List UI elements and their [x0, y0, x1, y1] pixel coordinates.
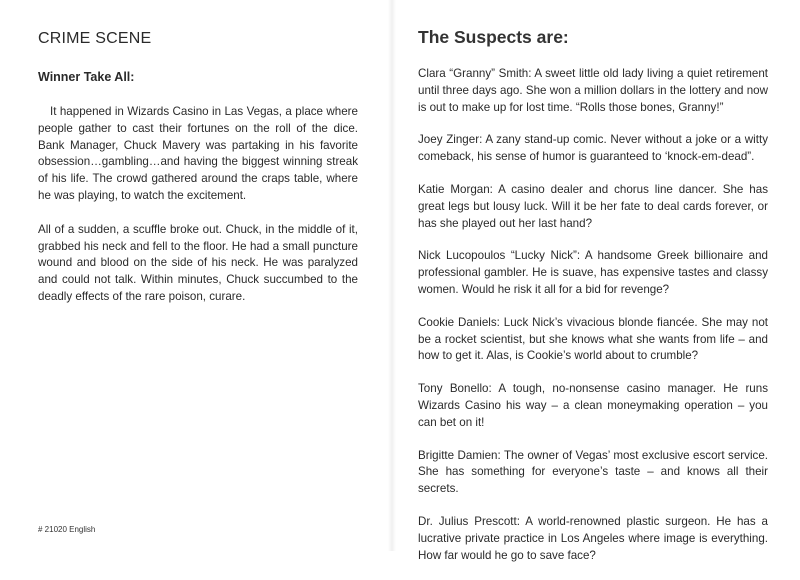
crime-scene-column [38, 30, 358, 306]
suspect-entry: Clara “Granny” Smith: A sweet little old lady living a quiet retirement until three days ago. She won a million dollars in the lottery and now is out to make up for lost time. “Rolls those bones, Granny!” [418, 67, 768, 114]
suspects-column [418, 27, 768, 580]
footer-code: # 21020 English [38, 525, 96, 534]
story-title: Winner Take All: [38, 70, 135, 84]
story-paragraph-1: It happened in Wizards Casino in Las Vegas, a place where people gather to cast their fortunes on the roll of the dice. Bank Manager, Chuck Mavery was partaking in his favorite obsession…gambling…and having the biggest winning streak of his life. The crowd gathered around the craps table, where he was playing, to watch the excitement. [38, 105, 358, 202]
suspect-entry: Tony Bonello: A tough, no-nonsense casino manager. He runs Wizards Casino his way – a clean moneymaking operation – you can bet on it! [418, 382, 768, 429]
crime-scene-heading: CRIME SCENE [38, 30, 152, 47]
page-fold [388, 0, 396, 551]
suspect-list [418, 66, 768, 564]
suspect-entry: Joey Zinger: A zany stand-up comic. Never without a joke or a witty comeback, his sense of humor is guaranteed to ‘knock-em-dead”. [418, 133, 768, 164]
suspects-heading: The Suspects are: [418, 27, 569, 47]
suspect-entry: Brigitte Damien: The owner of Vegas’ most exclusive escort service. She has something for everyone’s taste – and knows all their secrets. [418, 448, 768, 496]
story-paragraph-2: All of a sudden, a scuffle broke out. Chuck, in the middle of it, grabbed his neck and fell to the floor. He had a small puncture wound and blood on the side of his neck. He was paralyzed and could not talk. Within minutes, Chuck succumbed to the deadly effects of the rare poison, curare. [38, 222, 358, 303]
suspect-entry: Cookie Daniels: Luck Nick’s vivacious blonde fiancée. She may not be a rocket scientist, but she knows what she wants from life – and how to get it. Alas, is Cookie’s world about to crumble? [418, 315, 768, 363]
suspect-entry: Dr. Julius Prescott: A world-renowned plastic surgeon. He has a lucrative private practice in Los Angeles where image is everything. How far would he go to save face? [418, 514, 768, 562]
suspect-entry: Nick Lucopoulos “Lucky Nick”: A handsome Greek billionaire and professional gambler. He is suave, has expensive tastes and classy women. Would he risk it all for a bid for revenge? [418, 249, 768, 296]
suspect-entry: Katie Morgan: A casino dealer and chorus line dancer. She has great legs but lousy luck. Will it be her fate to deal cards forever, or has she played out her last hand? [418, 182, 768, 230]
